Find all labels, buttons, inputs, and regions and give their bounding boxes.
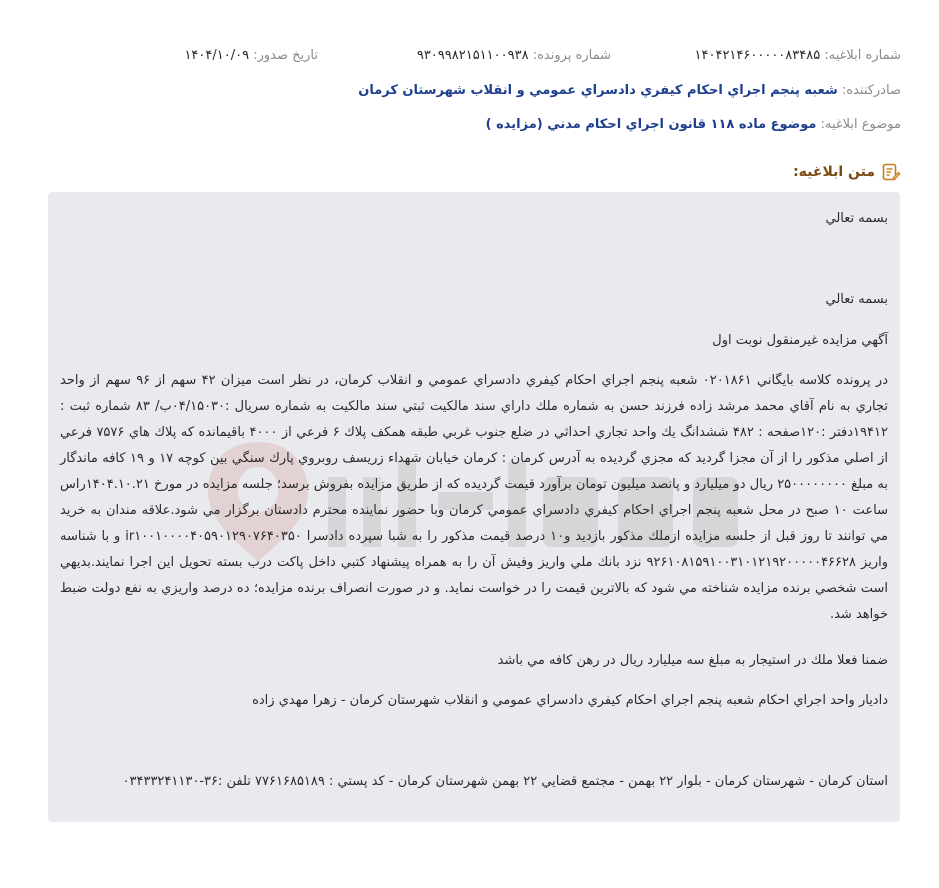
office-address: استان كرمان - شهرستان كرمان - بلوار ۲۲ بهمن - مجتمع قضايي ۲۲ بهمن شهرستان كرمان - كد پستي : ۷۷۶۱۶۸۵۱۸۹ تلفن :۳۶-۰۳۴۳۳۲۴۱۱۳۰ [122, 774, 888, 789]
notice-number [695, 48, 901, 63]
notice-number-label: شماره ابلاغيه: [824, 47, 901, 63]
greeting-second: بسمه تعالي [825, 292, 888, 307]
meta-row-numbers [38, 43, 901, 67]
notice-text-heading [793, 160, 901, 184]
greeting-first: بسمه تعالي [825, 211, 888, 226]
issuer-value: شعبه پنجم اجراي احكام كيفري دادسراي عمومي و انقلاب شهرستان كرمان [358, 82, 838, 98]
signature-line: دادیار واحد اجراي احكام شعبه پنجم اجراي احكام كيفري دادسراي عمومي و انقلاب شهرستان كرمان - زهرا مهدي زاده [252, 693, 888, 708]
subject-label: موضوع ابلاغيه: [820, 116, 901, 132]
subject-value: موضوع ماده ۱۱۸ قانون اجراي احكام مدني (مزايده ) [485, 116, 817, 132]
rental-note: ضمنا فعلا ملك در استيجار به مبلغ سه ميليارد ريال در رهن كافه مي باشد [497, 653, 888, 668]
case-number [417, 48, 611, 63]
meta-row-subject [38, 112, 901, 136]
case-number-label: شماره پرونده: [532, 47, 611, 63]
issuer-label: صادركننده: [841, 82, 901, 98]
case-number-value: ۹۳۰۹۹۸۲۱۵۱۱۰۰۹۳۸ [416, 47, 529, 63]
auction-heading: آگهي مزايده غيرمنقول نوبت اول [712, 333, 888, 348]
issue-date-label: تاريخ صدور: [253, 47, 318, 63]
issue-date-value: ۱۴۰۴/۱۰/۰۹ [184, 47, 250, 63]
auction-main-text: در پرونده كلاسه بايگاني ۰۲۰۱۸۶۱ شعبه پنجم اجراي احكام كيفري دادسراي عمومي و انقلاب كرمان، در نظر است ميزان ۴۲ سهم از ۹۶ سهم از واحد تجاري به نام آقاي محمد مرشد زاده فرزند حسن به شماره ملك داراي سند مالكيت ثبتي سند مالكيت به شماره سريال :۰۴/۱۵۰۳۰ب/ ۸۳ شماره ثبت : ۱۹۴۱۲دفتر :۱۲۰صفحه : ۴۸۲ ششدانگ يك واحد تجاري احداثي در ضلع جنوب غربي طبقه همكف پلاك ۶ فرعي از ۴۰۰۰ باقيمانده كه پلاك هاي ۷۵۷۶ فرعي از اصلي مذكور را از آن مجزا گرديد كه مجزي گرديده به آدرس كرمان : كرمان خيابان شهداء زريسف روبروي پارك سنگي بين كوچه ۱۷ و ۱۹ كافه ماندگار به مبلغ ۲۵۰۰۰۰۰۰۰۰ ريال دو ميليارد و پانصد ميليون تومان برآورد قيمت گرديده كه از طريق مزايده بفروش برسد؛ جلسه مزايده در مورخ ۱۴۰۴.۱۰.۲۱راس ساعت ۱۰ صبح در محل شعبه پنجم اجراي احكام كيفري دادسراي عمومي كرمان وبا حضور نماينده محترم دادستان برگزار مي شود.علاقه مندان به خريد مي توانند تا روز قبل از جلسه مزايده ازملك مذكور بازديد و۱۰ درصد قيمت مذكور را به شبا سپرده دادسرا ir۱۰۰۱۰۰۰۰۴۰۵۹۰۱۲۹۰۷۶۴۰۳۵۰ و با شناسه واريز ۹۲۶۱۰۸۱۵۹۱۰۰۳۱۰۱۲۱۹۲۰۰۰۰۰۴۶۶۲۸ نزد بانك ملي واريز وفيش آن را به همراه پيشنهاد كتبي داخل پاكت درب بسته تحويل اين اجرا نمايند.بديهي است شخصي برنده مزايده شناخته مي شود كه بالاترين قيمت را در خواست نمايد. و در صورت انصراف برنده مزايده؛ ده درصد واريزي به نفع دولت ضبط خواهد شد. [60, 373, 889, 622]
notice-number-value: ۱۴۰۴۲۱۴۶۰۰۰۰۰۸۳۴۸۵ [694, 47, 821, 63]
document-edit-icon [881, 162, 901, 182]
notice-text-title: متن ابلاغيه: [793, 164, 875, 180]
notice-text-panel [48, 192, 900, 822]
meta-row-issuer [38, 78, 901, 102]
issue-date [184, 48, 318, 63]
